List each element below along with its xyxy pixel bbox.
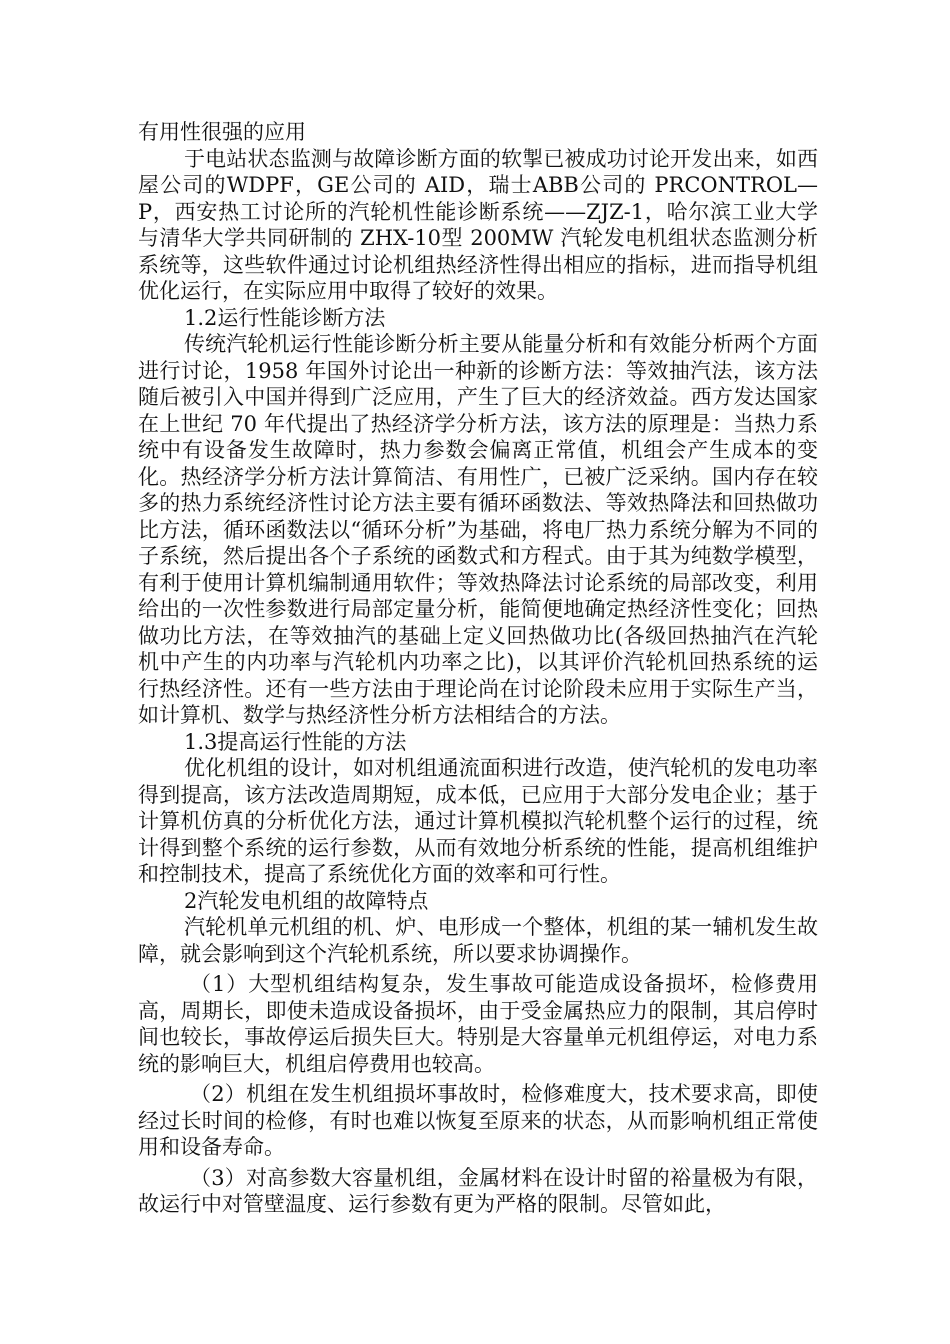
section-heading-1-3: 1.3提高运行性能的方法 <box>184 729 407 754</box>
section-heading-1-2: 1.2运行性能诊断方法 <box>184 305 386 330</box>
paragraph-software: 于电站状态监测与故障诊断方面的软掣已被成功讨论开发出来，如西屋公司的WDPF，GE公司的 AID，瑞士ABB公司的 PRCONTROL—P，西安热工讨论所的汽轮机性能诊断系统——ZJZ-1，哈尔滨工业大学与清华大学共同研制的 ZHX-10型 200MW 汽轮发电机组状态监测分析系统等，这些软件通过讨论机组热经济性得出相应的指标，进而指导机组优化运行，在实际应用中取得了较好的效果。 <box>138 146 818 303</box>
section-heading-2: 2汽轮发电机组的故障特点 <box>184 888 429 913</box>
document-body <box>138 119 818 1218</box>
list-item-2: （2）机组在发生机组损坏事故时，检修难度大，技术要求高，即使经过长时间的检修，有时也难以恢复至原来的状态，从而影响机组正常使用和设备寿命。 <box>138 1082 818 1159</box>
list-item-1: （1）大型机组结构复杂，发生事故可能造成设备损坏，检修费用高，周期长，即使未造成设备损坏，由于受金属热应力的限制，其启停时间也较长，事故停运后损失巨大。特别是大容量单元机组停运，对电力系统的影响巨大，机组启停费用也较高。 <box>138 972 818 1076</box>
paragraph-fault-characteristics: 汽轮机单元机组的机、炉、电形成一个整体，机组的某一辅机发生故障，就会影响到这个汽轮机系统，所以要求协调操作。 <box>138 915 818 966</box>
list-item-3: （3）对高参数大容量机组，金属材料在设计时留的裕量极为有限，故运行中对管壁温度、运行参数有更为严格的限制。尽管如此， <box>138 1165 818 1216</box>
paragraph-improvement-methods: 优化机组的设计，如对机组通流面积进行改造，使汽轮机的发电功率得到提高，该方法改造周期短，成本低，已应用于大部分发电企业；基于计算机仿真的分析优化方法，通过计算机模拟汽轮机整个运行的过程，统计得到整个系统的运行参数，从而有效地分析系统的性能，提高机组维护和控制技术，提高了系统优化方面的效率和可行性。 <box>138 756 818 886</box>
paragraph-continuation: 有用性很强的应用 <box>138 120 306 144</box>
paragraph-diagnosis-methods: 传统汽轮机运行性能诊断分析主要从能量分析和有效能分析两个方面进行讨论，1958 年国外讨论出一种新的诊断方法：等效抽汽法，该方法随后被引入中国并得到广泛应用，产生了巨大的经济效益。西方发达国家在上世纪 70 年代提出了热经济学分析方法，该方法的原理是：当热力系统中有设备发生故障时，热力参数会偏离正常值，机组会产生成本的变化。热经济学分析方法计算简洁、有用性广，已被广泛采纳。国内存在较多的热力系统经济性讨论方法主要有循环函数法、等效热降法和回热做功比方法，循环函数法以“循环分析”为基础，将电厂热力系统分解为不同的子系统，然后提出各个子系统的函数式和方程式。由于其为纯数学模型，有利于使用计算机编制通用软件；等效热降法讨论系统的局部改变，利用给出的一次性参数进行局部定量分析，能简便地确定热经济性变化；回热做功比方法，在等效抽汽的基础上定义回热做功比(各级回热抽汽在汽轮机中产生的内功率与汽轮机内功率之比)，以其评价汽轮机回热系统的运行热经济性。还有一些方法由于理论尚在讨论阶段未应用于实际生产当，如计算机、数学与热经济性分析方法相结合的方法。 <box>138 332 818 727</box>
